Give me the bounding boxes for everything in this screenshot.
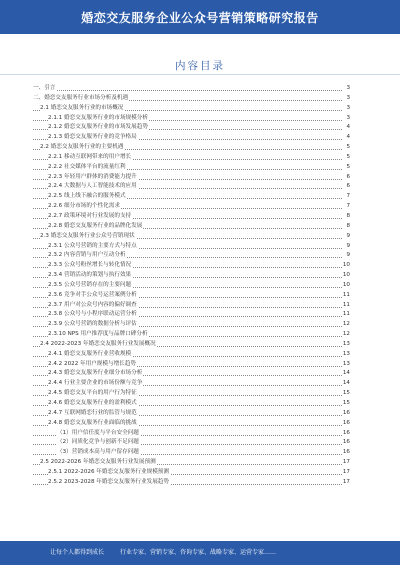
toc-entry-title: 2.4.2 2022 年用户规模与增长趋势: [48, 360, 136, 367]
table-of-contents: [33, 84, 350, 488]
toc-entry-title: 2.3.1 公众号营销的主要方式与特点: [48, 242, 137, 249]
footer-experts: 行业专家、营销专家、咨询专家、战略专家、运营专家……: [120, 549, 277, 556]
toc-entry[interactable]: [33, 242, 350, 252]
toc-entry[interactable]: [33, 114, 350, 124]
toc-entry-title: 一、引言: [33, 85, 56, 91]
toc-page-number: 5: [345, 143, 350, 153]
toc-entry-title: 二、婚恋交友服务行业市场分析及机遇: [33, 94, 129, 101]
report-title: 婚恋交友服务企业公众号营销策略研究报告: [81, 11, 319, 25]
toc-page-number: 11: [342, 301, 350, 311]
toc-entry[interactable]: [33, 360, 350, 370]
toc-page-number: 17: [342, 458, 350, 468]
toc-leader-dots: [33, 90, 342, 91]
toc-entry-title: 2.5 2022-2026 年婚恋交友服务行业发展预测: [40, 459, 156, 466]
toc-entry[interactable]: [33, 350, 350, 360]
toc-entry[interactable]: [33, 94, 350, 104]
toc-page-number: 7: [345, 192, 350, 202]
toc-page-number: 10: [342, 281, 350, 291]
toc-page-number: 13: [342, 350, 350, 360]
toc-page-number: 16: [342, 409, 350, 419]
toc-entry-title: （3）营销成本高与用户留存问题: [57, 449, 139, 456]
toc-page-number: 4: [345, 123, 350, 133]
toc-page-number: 5: [345, 153, 350, 163]
toc-page-number: 17: [342, 478, 350, 488]
toc-entry-title: 2.2 婚恋交友服务行业的主要机遇: [40, 144, 124, 151]
toc-entry[interactable]: [33, 301, 350, 311]
toc-entry-title: 2.3.3 公众号粉丝增长与转化情况: [48, 262, 132, 269]
toc-page-number: 15: [342, 399, 350, 409]
toc-entry-title: 2.3.4 营销活动的策划与执行效果: [48, 272, 132, 279]
toc-page-number: 10: [342, 271, 350, 281]
toc-page-number: 16: [342, 448, 350, 458]
toc-entry[interactable]: [33, 222, 350, 232]
toc-entry[interactable]: [33, 458, 350, 468]
toc-entry[interactable]: [33, 468, 350, 478]
toc-entry-title: 2.2.3 年轻用户群体的消费能力提升: [48, 173, 137, 180]
toc-entry[interactable]: [33, 320, 350, 330]
toc-page-number: 7: [345, 202, 350, 212]
toc-page-number: 14: [342, 369, 350, 379]
toc-entry-title: 2.4 2022-2023 年婚恋交友服务行业发展概况: [40, 340, 156, 347]
toc-page-number: 13: [342, 360, 350, 370]
toc-page-number: 16: [342, 429, 350, 439]
toc-entry[interactable]: [33, 143, 350, 153]
toc-entry-title: 2.3.10 NPS 用户推荐度与品牌口碑分析: [48, 331, 148, 338]
toc-page-number: 13: [342, 340, 350, 350]
toc-entry-title: 2.3.6 竞争对手公众号运营案例分析: [48, 291, 137, 298]
toc-page-number: 12: [342, 320, 350, 330]
toc-entry[interactable]: [33, 379, 350, 389]
toc-entry[interactable]: [33, 163, 350, 173]
toc-entry-title: 2.2.6 细分市场的个性化需求: [48, 203, 120, 210]
toc-entry[interactable]: [33, 409, 350, 419]
footer-slogan: 让每个人都得到成长: [50, 549, 105, 556]
toc-entry[interactable]: [33, 232, 350, 242]
toc-entry[interactable]: [33, 153, 350, 163]
toc-entry-title: 2.2.5 线上线下融合的服务模式: [48, 193, 126, 200]
toc-entry-title: 2.1 婚恋交友服务行业的市场概况: [40, 104, 124, 111]
toc-page-number: 3: [345, 84, 350, 94]
toc-entry[interactable]: [33, 340, 350, 350]
toc-entry-title: 2.4.7 互联网婚恋行业的监管与规范: [48, 409, 137, 416]
toc-page-number: 8: [345, 222, 350, 232]
toc-page-number: 17: [342, 468, 350, 478]
toc-entry-title: 2.5.2 2023-2028 年婚恋交友服务行业发展趋势: [48, 478, 169, 485]
toc-entry[interactable]: [33, 399, 350, 409]
footer-bar: [0, 541, 400, 565]
toc-entry-title: 2.1.3 婚恋交友服务行业的竞争格局: [48, 134, 137, 141]
toc-page-number: 11: [342, 310, 350, 320]
toc-entry[interactable]: [33, 369, 350, 379]
toc-entry[interactable]: [33, 123, 350, 133]
toc-heading: 内容目录: [175, 60, 225, 72]
toc-entry-title: 2.2.1 移动互联网带来的用户增长: [48, 153, 132, 160]
toc-entry-title: 2.2.2 社交媒体平台的流量红利: [48, 163, 126, 170]
toc-entry[interactable]: [33, 438, 350, 448]
toc-entry[interactable]: [33, 310, 350, 320]
toc-entry-title: 2.4.4 行业主要企业的市场份额与竞争: [48, 380, 143, 387]
toc-entry[interactable]: [33, 212, 350, 222]
toc-entry[interactable]: [33, 281, 350, 291]
toc-entry-title: 2.3.8 公众号与小程序联动运营分析: [48, 311, 137, 318]
toc-entry-title: 2.2.7 政策环境对行业发展的支持: [48, 212, 132, 219]
toc-entry[interactable]: [33, 251, 350, 261]
toc-page-number: 4: [345, 133, 350, 143]
toc-entry[interactable]: [33, 84, 350, 94]
toc-page-number: 16: [342, 438, 350, 448]
toc-entry[interactable]: [33, 192, 350, 202]
toc-page-number: 9: [345, 232, 350, 242]
toc-entry[interactable]: [33, 291, 350, 301]
toc-entry-title: 2.1.1 婚恋交友服务行业的市场规模分析: [48, 114, 148, 121]
toc-entry-title: 2.4.8 婚恋交友服务行业面临的挑战: [48, 419, 137, 426]
toc-page-number: 6: [345, 182, 350, 192]
toc-entry[interactable]: [33, 182, 350, 192]
toc-entry-title: 2.4.5 婚恋交友平台的用户行为特征: [48, 390, 137, 397]
toc-page-number: 10: [342, 261, 350, 271]
toc-entry-title: 2.3.9 公众号营销的数据分析与评估: [48, 321, 137, 328]
toc-page-number: 16: [342, 419, 350, 429]
toc-entry-title: 2.3.7 用户对公众号内容的偏好调查: [48, 301, 137, 308]
toc-entry-title: 2.4.3 婚恋交友服务行业细分市场分析: [48, 370, 143, 377]
toc-entry[interactable]: [33, 429, 350, 439]
toc-page-number: 6: [345, 173, 350, 183]
toc-page-number: 14: [342, 379, 350, 389]
toc-entry-title: 2.5.1 2022-2026 年婚恋交友服务行业规模预测: [48, 468, 169, 475]
toc-entry[interactable]: [33, 271, 350, 281]
toc-entry[interactable]: [33, 478, 350, 488]
toc-entry-title: 2.4.6 婚恋交友服务行业的盈利模式: [48, 400, 137, 406]
toc-entry[interactable]: [33, 173, 350, 183]
toc-entry[interactable]: [33, 330, 350, 340]
toc-entry-title: 2.3.2 内容营销与用户互动分析: [48, 252, 126, 259]
toc-page-number: 9: [345, 251, 350, 261]
toc-entry-title: 2.2.8 婚恋交友服务行业的品牌化发展: [48, 222, 143, 229]
toc-entry[interactable]: [33, 202, 350, 212]
toc-page-number: 8: [345, 212, 350, 222]
toc-entry[interactable]: [33, 133, 350, 143]
toc-entry[interactable]: [33, 261, 350, 271]
toc-entry-title: 2.4.1 婚恋交友服务行业营收规模: [48, 350, 132, 357]
toc-page-number: 3: [345, 104, 350, 114]
toc-page-number: 9: [345, 242, 350, 252]
toc-page-number: 5: [345, 163, 350, 173]
toc-page-number: 12: [342, 330, 350, 340]
divider: [0, 74, 400, 75]
toc-entry-title: （2）同质化竞争与创新不足问题: [57, 439, 139, 446]
toc-entry[interactable]: [33, 104, 350, 114]
report-header-bar: [0, 0, 400, 34]
toc-entry-title: 2.3 婚恋交友服务行业公众号营销现状: [40, 232, 135, 239]
toc-entry-title: 2.1.2 婚恋交友服务行业的市场发展趋势: [48, 124, 148, 131]
toc-entry[interactable]: [33, 448, 350, 458]
toc-page-number: 11: [342, 291, 350, 301]
toc-entry[interactable]: [33, 419, 350, 429]
toc-entry[interactable]: [33, 389, 350, 399]
toc-page-number: 3: [345, 114, 350, 124]
toc-page-number: 15: [342, 389, 350, 399]
toc-entry-title: （1）用户信任度与平台安全问题: [57, 429, 139, 436]
toc-page-number: 3: [345, 94, 350, 104]
toc-entry-title: 2.2.4 大数据与人工智能技术的应用: [48, 183, 137, 190]
toc-entry-title: 2.3.5 公众号营销存在的主要问题: [48, 281, 132, 288]
